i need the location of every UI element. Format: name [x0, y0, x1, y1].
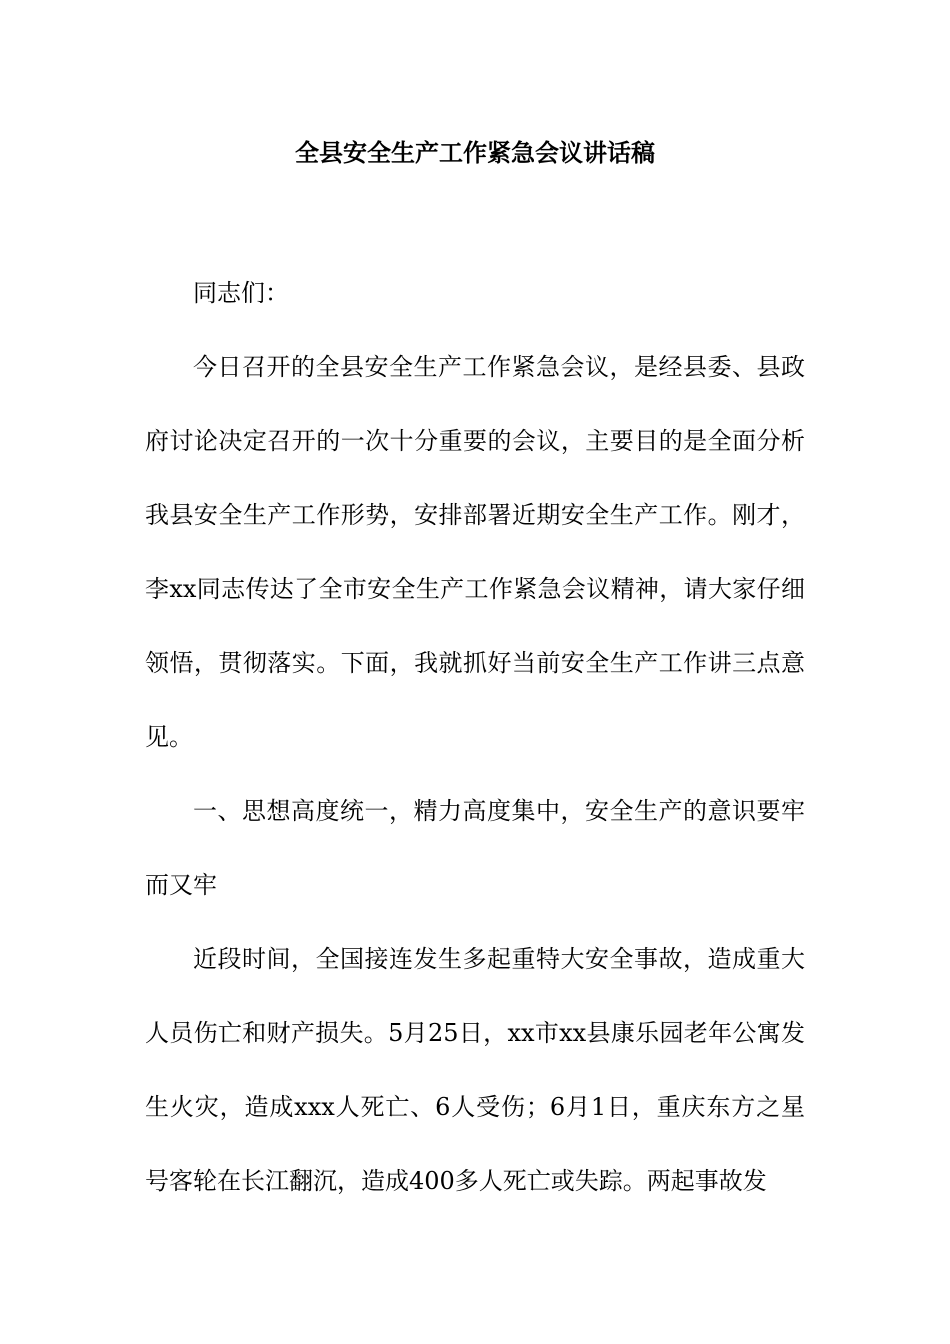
body-paragraph: 近段时间，全国接连发生多起重特大安全事故，造成重大人员伤亡和财产损失。5月25日，xx市xx县康乐园老年公寓发生火灾，造成xxx人死亡、6人受伤；6月1日，重庆东方之星号客轮在长江翻沉，造成400多人死亡或失踪。两起事故发 — [145, 945, 805, 1195]
section-heading-one: 一、思想高度统一，精力高度集中，安全生产的意识要牢而又牢 — [145, 797, 805, 899]
document-title: 全县安全生产工作紧急会议讲话稿 — [295, 138, 655, 167]
document-body — [145, 256, 805, 1218]
intro-paragraph: 今日召开的全县安全生产工作紧急会议，是经县委、县政府讨论决定召开的一次十分重要的会议，主要目的是全面分析我县安全生产工作形势，安排部署近期安全生产工作。刚才，李xx同志传达了全市安全生产工作紧急会议精神，请大家仔细领悟，贯彻落实。下面，我就抓好当前安全生产工作讲三点意见。 — [145, 353, 805, 751]
salutation-paragraph: 同志们： — [193, 279, 289, 307]
